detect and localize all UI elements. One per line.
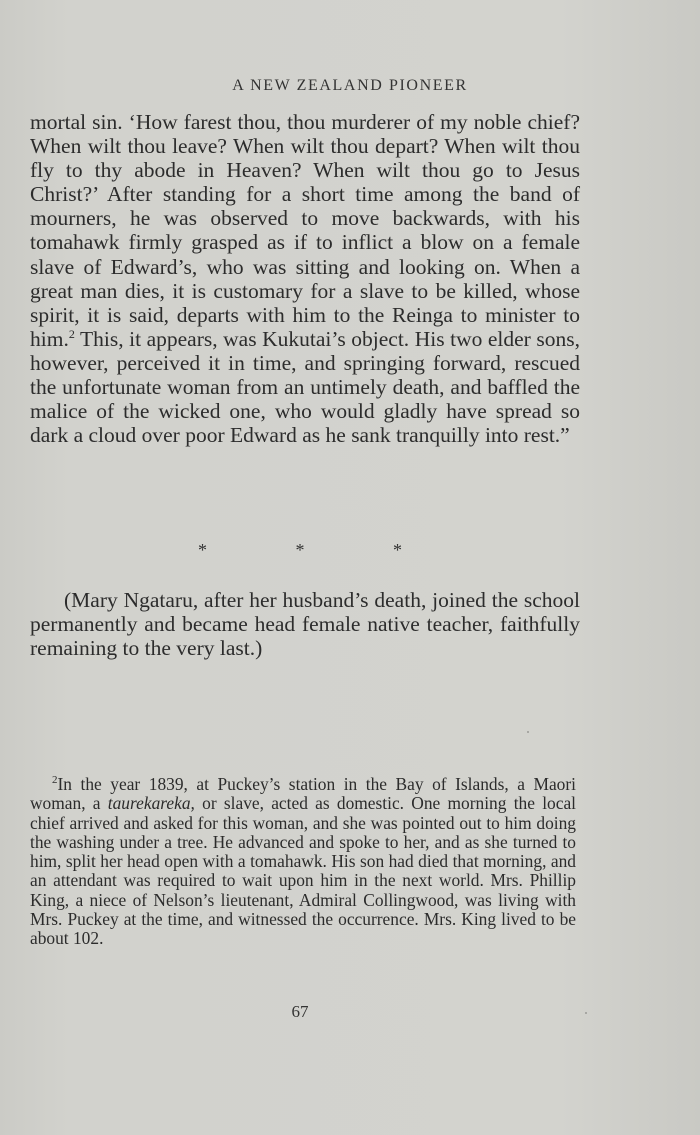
footnote-text-before: In the year 1839, at Puckey’s station in the Bay of Islands, a Maori woman, a: [30, 774, 576, 814]
section-break-asterisms: [0, 540, 600, 561]
footnote-reference: 2: [68, 326, 75, 341]
note-paragraph: (Mary Ngataru, after her husband’s death, joined the school permanently and became head female native teacher, faithfully remaining to the very last.): [30, 588, 580, 661]
footnote: [30, 775, 576, 949]
main-text-part2: This, it appears, was Kukutai’s object. His two elder sons, however, perceived it in time, and springing forward, rescued the unfortunate woman from an untimely death, and baffled the malice of the wicked one, who would gladly have spread so dark a cloud over poor Edward as he sank tranquilly into rest.”: [30, 326, 580, 448]
running-head: A NEW ZEALAND PIONEER: [232, 77, 468, 94]
paper-speck: [527, 731, 529, 733]
main-text-block: [30, 110, 580, 447]
asterism-1: *: [198, 540, 207, 560]
asterism-2: *: [295, 540, 305, 560]
page-number: 67: [291, 1002, 309, 1021]
footnote-text-after: or slave, acted as domestic. One morning the local chief arrived and asked for this woman, and she was pointed out to him doing the washing under a tree. He advanced and spoke to her, and as she turned to him, split her head open with a tomahawk. His son had died that morning, and an attendant was required to wait upon him in the next world. Mrs. Phillip King, a niece of Nelson’s lieutenant, Admiral Collingwood, was living with Mrs. Puckey at the time, and witnessed the occurrence. Mrs. King lived to be about 102.: [30, 793, 576, 949]
main-text-part1: mortal sin. ‘How farest thou, thou murderer of my noble chief? When wilt thou leave? When wilt thou depart? When wilt thou fly to thy abode in Heaven? When wilt thou go to Jesus Christ?’ After standing for a short time among the band of mourners, he was observed to move backwards, with his tomahawk firmly grasped as if to inflict a blow on a female slave of Edward’s, who was sitting and looking on. When a great man dies, it is customary for a slave to be killed, whose spirit, it is said, departs with him to the Reinga to minister to him.: [30, 110, 580, 351]
main-paragraph: [30, 110, 580, 447]
footnote-italic-term: taurekareka,: [107, 793, 195, 814]
paper-speck: [585, 1012, 587, 1014]
asterism-3: *: [393, 540, 402, 560]
footnote-marker: 2: [52, 774, 58, 787]
